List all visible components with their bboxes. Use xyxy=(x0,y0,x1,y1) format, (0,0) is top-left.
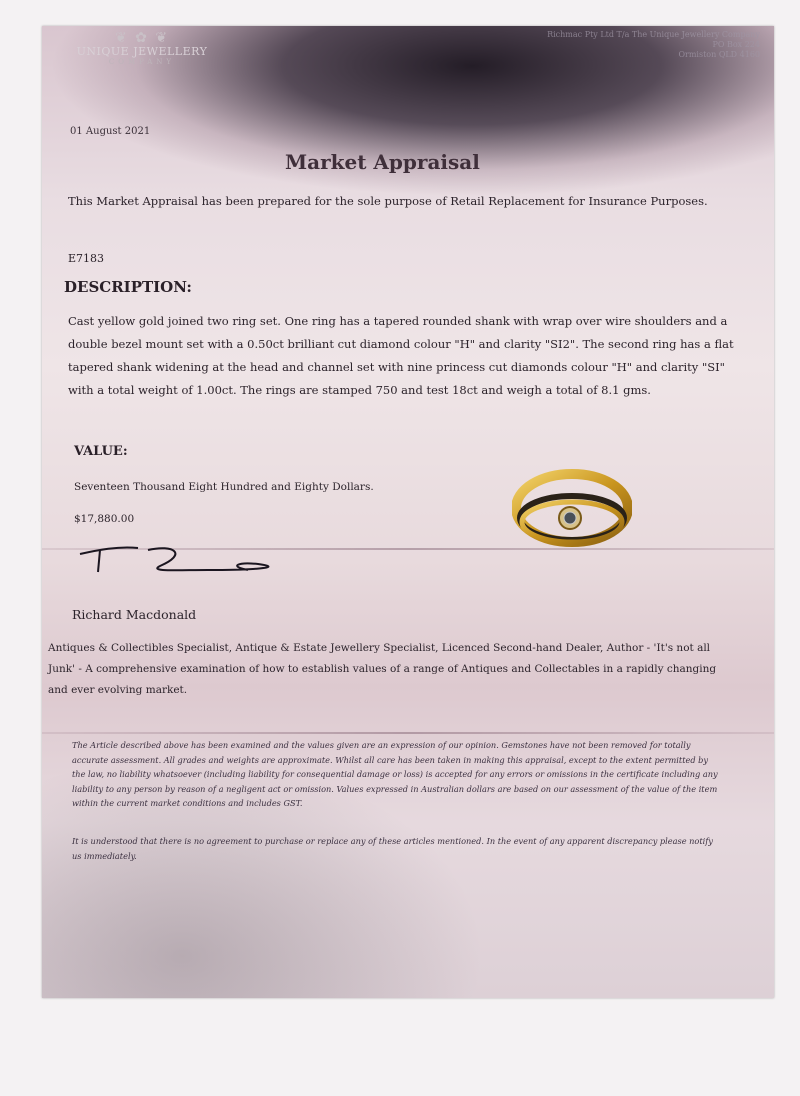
address-line: Richmac Pty Ltd T/a The Unique Jewellery Company xyxy=(547,30,760,39)
address-line: PO Box 224 xyxy=(712,40,760,49)
document-title: Market Appraisal xyxy=(285,150,480,174)
ring-photo xyxy=(512,468,632,550)
signatory-name: Richard Macdonald xyxy=(72,607,197,622)
value-heading: VALUE: xyxy=(74,444,128,459)
description-heading: DESCRIPTION: xyxy=(64,278,192,296)
crest-icon: ❦ ✿ ❦ xyxy=(114,30,170,46)
intro-text: This Market Appraisal has been prepared for the sole purpose of Retail Replacement for Insurance Purposes. xyxy=(68,194,708,208)
company-name: UNIQUE JEWELLERY xyxy=(76,45,208,58)
reference-number: E7183 xyxy=(68,252,105,265)
disclaimer-paragraph: It is understood that there is no agreement to purchase or replace any of these articles mentioned. In the event of any apparent discrepancy please notify us immediately. xyxy=(72,836,713,861)
signature xyxy=(78,536,298,582)
signatory-credentials: Antiques & Collectibles Specialist, Antique & Estate Jewellery Specialist, Licenced Second-hand Dealer, Author - 'It's not all Junk' - A comprehensive examination of how to establish values of a range of Antiques and Collectables in a rapidly changing and ever evolving market. xyxy=(48,642,717,696)
paper-fold-line xyxy=(42,732,774,734)
value-words: Seventeen Thousand Eight Hundred and Eighty Dollars. xyxy=(74,481,374,493)
disclaimer-paragraph: The Article described above has been examined and the values given are an expression of our opinion. Gemstones have not been removed for totally accurate assessment. All grades and weights are approximate. Whilst all care has been taken in making this appraisal, except to the extent permitted by the law, no liability whatsoever (including liability for consequential damage or loss) is accepted for any errors or omissions in the certificate including any liability to any person by reason of a negligent act or omission. Values expressed in Australian dollars are based on our assessment of the value of the item within the current market conditions and includes GST. xyxy=(72,740,718,808)
document-date: 01 August 2021 xyxy=(70,126,151,137)
company-address xyxy=(460,30,760,60)
company-logo xyxy=(72,30,212,90)
appraisal-document xyxy=(42,26,774,998)
description-text: Cast yellow gold joined two ring set. One ring has a tapered rounded shank with wrap over wire shoulders and a double bezel mount set with a 0.50ct brilliant cut diamond colour "H" and clarity "SI2". The second ring has a flat tapered shank widening at the head and channel set with nine princess cut diamonds colour "H" and clarity "SI" with a total weight of 1.00ct. The rings are stamped 750 and test 18ct and weigh a total of 8.1 gms. xyxy=(68,314,734,397)
company-sub: COMPANY xyxy=(108,58,176,66)
address-line: Ormiston QLD 4160 xyxy=(678,50,760,59)
value-amount: $17,880.00 xyxy=(74,513,135,525)
